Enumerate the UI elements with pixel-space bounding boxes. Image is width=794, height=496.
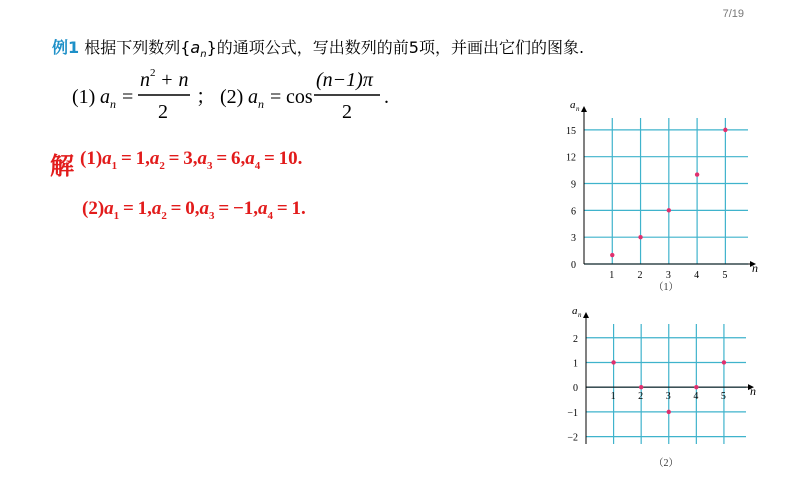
formula-num1-n: n — [140, 69, 150, 91]
formula-a2: a — [248, 86, 258, 108]
formula-eq2: = — [270, 86, 282, 108]
chart1-y-tick-label: 3 — [571, 233, 576, 245]
chart2-y-tick-label: −2 — [567, 432, 578, 444]
formula-num2: (n−1)π — [316, 69, 373, 91]
chart2-data-point — [694, 385, 698, 389]
chart2-caption: （2） — [653, 458, 679, 469]
chart1-x-tick-label: 5 — [722, 270, 728, 281]
solution-mark: 解 — [50, 152, 74, 180]
formula-separator: ； — [196, 86, 216, 108]
chart1-caption: （1） — [653, 282, 679, 293]
chart1-y-tick-label: 15 — [566, 125, 576, 137]
solution-1-term-3: 6 — [230, 148, 241, 169]
solution-line-2: $(2)a_1 = 1,a_2 = 0,a_3 = -1,a_4 = 1$. — [82, 198, 306, 222]
formula-end: . — [384, 86, 389, 108]
chart1-data-point — [638, 235, 642, 239]
solution-2-term-2: 0 — [185, 198, 195, 219]
chart2-x-tick-label: 1 — [610, 391, 616, 403]
chart1-y-axis-label: a — [570, 99, 576, 111]
chart1-x-tick-label: 1 — [609, 270, 615, 281]
chart2-x-tick-label: 2 — [638, 391, 644, 403]
formula-den2: 2 — [342, 101, 352, 123]
chart1-data-point — [667, 208, 671, 212]
chart2-data-point — [722, 360, 726, 364]
solution-2-term-4: 1 — [291, 198, 301, 219]
chart1-y-axis-label-sub: n — [576, 105, 580, 113]
solution-2-term-1: 1 — [137, 198, 148, 219]
formula-eq1: = — [122, 86, 134, 108]
formula-part1-label: (1) — [72, 86, 96, 108]
chart1-y-tick-label: 12 — [566, 152, 576, 164]
title-var-sub: n — [200, 49, 207, 61]
chart2-y-axis-label: a — [572, 305, 578, 317]
formula-num1-exp: 2 — [150, 67, 156, 79]
formula-cos: cos — [286, 86, 313, 108]
formula-a2-sub: n — [258, 97, 264, 111]
chart2-x-tick-label: 4 — [693, 391, 699, 403]
chart1-y-tick-label: 6 — [571, 206, 576, 218]
solution-1-term-1: 1 — [135, 148, 146, 169]
formula-den1: 2 — [158, 101, 168, 123]
chart1-y-axis-arrow — [581, 106, 587, 112]
chart2-y-tick-label: 0 — [573, 383, 578, 395]
chart2-x-axis-label: n — [750, 384, 756, 399]
chart1-y-tick-label: 9 — [571, 179, 576, 191]
chart1-data-point — [695, 172, 699, 176]
solution-1-term-4: 10 — [278, 148, 298, 169]
formula-a1-sub: n — [110, 97, 116, 111]
chart2-y-axis-label-sub: n — [578, 311, 582, 319]
solution-line-1: $(1)a_1 = 1,a_2 = 3,a_3 = 6,a_4 = 10$. — [80, 148, 303, 172]
chart1-x-tick-label: 2 — [637, 270, 643, 281]
graph-1 — [548, 98, 778, 298]
chart2-y-tick-label: 2 — [573, 333, 578, 345]
title-text-before: 根据下列数列{ — [79, 38, 191, 57]
formula — [72, 62, 412, 124]
chart2-data-point — [611, 360, 615, 364]
chart2-y-tick-label: 1 — [573, 358, 578, 370]
graph-2 — [530, 300, 780, 476]
chart2-data-point — [639, 385, 643, 389]
page-number: 7/19 — [722, 8, 744, 20]
example-label: 例1 — [52, 38, 80, 57]
title-text-after: }的通项公式，写出数列的前5项，并画出它们的图象. — [206, 38, 585, 57]
title-var: a — [190, 38, 201, 57]
chart2-data-point — [667, 410, 671, 414]
chart2-x-tick-label: 3 — [665, 391, 671, 403]
chart2-y-axis-arrow — [583, 312, 589, 318]
formula-num1-rest: + n — [160, 69, 189, 91]
chart1-y-tick-label: 0 — [571, 260, 576, 271]
chart1-data-point — [723, 128, 727, 132]
formula-part2-label: (2) — [220, 86, 244, 108]
chart2-x-tick-label: 5 — [720, 391, 726, 403]
formula-a1: a — [100, 86, 110, 108]
example-title — [52, 35, 584, 60]
chart1-x-tick-label: 3 — [665, 270, 671, 281]
chart1-x-tick-label: 4 — [694, 270, 700, 281]
solution-line-1-label: (1) — [80, 148, 103, 169]
solution-1-term-2: 3 — [183, 148, 193, 169]
chart1-data-point — [610, 253, 614, 257]
chart1-x-axis-label: n — [752, 261, 758, 275]
solution-line-2-label: (2) — [82, 198, 105, 219]
chart2-y-tick-label: −1 — [567, 407, 578, 419]
solution-2-term-3: −1 — [232, 198, 254, 219]
